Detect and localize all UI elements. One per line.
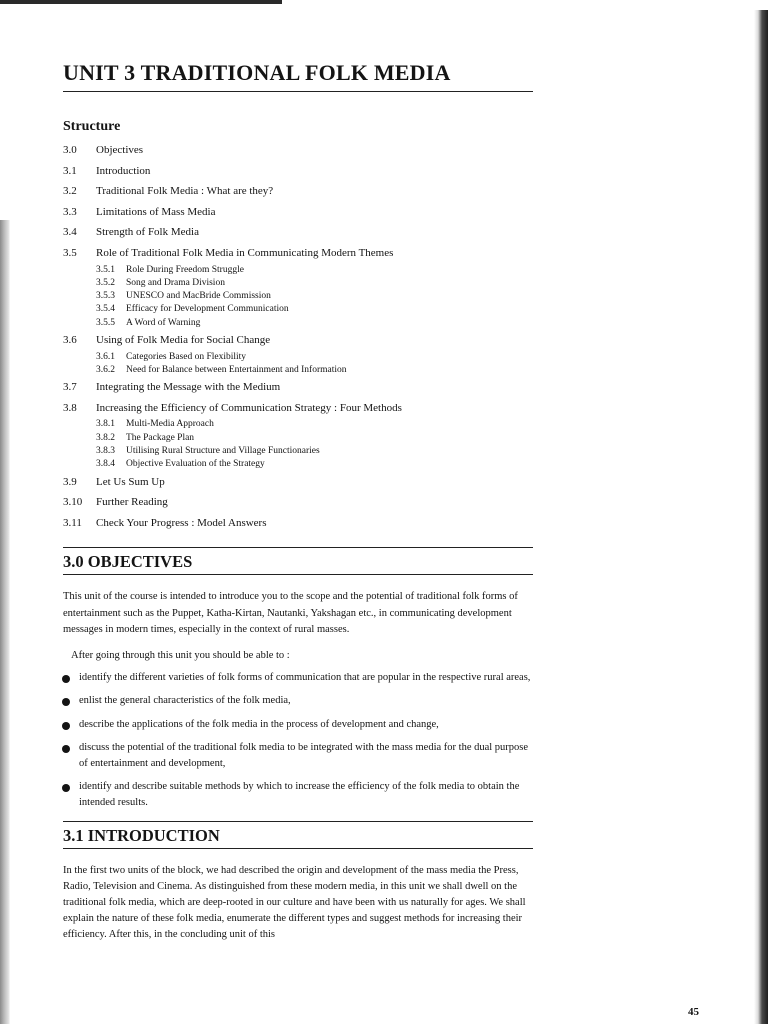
toc-item-label: Objectives: [96, 144, 144, 156]
introduction-text: In the first two units of the block, we had described the origin and development of the mass media the Press, Radio, Television and Cinema. As distinguished from these modern media, in this unit we shall dwell on the traditional folk media, which are deep-rooted in our culture and have been with us naturally for ages. We shall explain the nature of these folk media, enumerate the different types and suggest methods for increasing their efficiency. After this, in the concluding unit of this: [63, 864, 526, 941]
unit-title: UNIT 3 TRADITIONAL FOLK MEDIA: [63, 58, 533, 92]
toc-subitem-label: The Package Plan: [126, 432, 195, 443]
toc-item-label: Limitations of Mass Media: [96, 205, 216, 218]
toc-subitem-number: 3.5.1: [96, 264, 115, 275]
toc-item: [63, 377, 533, 398]
toc-item-number: 3.6: [63, 334, 77, 347]
toc-item-number: 3.4: [63, 226, 77, 239]
toc-subitem: [63, 432, 533, 445]
bullet-dot-icon: [62, 745, 70, 753]
toc-item-label: Introduction: [96, 164, 151, 177]
bullet-dot-icon: [62, 675, 70, 683]
toc-subitem-label: Song and Drama Division: [126, 277, 225, 288]
bullet-dot-icon: [62, 784, 70, 792]
toc-subitem-number: 3.5.4: [96, 304, 115, 315]
toc-item-number: 3.1: [63, 164, 77, 177]
page-number: 45: [688, 1006, 699, 1018]
toc-subitem-number: 3.6.1: [96, 351, 115, 362]
toc-item: [63, 513, 533, 534]
toc-item-number: 3.0: [63, 144, 77, 156]
scan-right-edge: [754, 10, 768, 1024]
objectives-list: [63, 670, 533, 811]
document-page: [63, 58, 533, 944]
objective-bullet-text: enlist the general characteristics of the folk media,: [79, 695, 291, 707]
toc-subitem-label: Categories Based on Flexibility: [126, 351, 247, 362]
toc-subitem: [63, 364, 533, 377]
toc-subitem-label: Utilising Rural Structure and Village Functionaries: [126, 446, 320, 457]
toc-subitem: [63, 303, 533, 316]
toc-subitem-number: 3.8.4: [96, 459, 115, 470]
objectives-heading: 3.0 OBJECTIVES: [63, 547, 533, 575]
toc-subitem: [63, 317, 533, 330]
toc-item-label: Integrating the Message with the Medium: [96, 381, 281, 394]
toc-subitem: [63, 290, 533, 303]
objectives-intro: This unit of the course is intended to introduce you to the scope and the potential of traditional folk forms of entertainment such as the Puppet, Katha-Kirtan, Nautanki, Yakshagan etc., in communicating development messages in modern times, especially in the context of rural masses.: [63, 591, 518, 635]
toc-item: [63, 492, 533, 513]
toc-subitem-label: Role During Freedom Struggle: [126, 264, 244, 275]
bullet-dot-icon: [62, 698, 70, 706]
toc-subitem-label: A Word of Warning: [126, 317, 201, 328]
toc-item-label: Further Reading: [96, 496, 168, 509]
toc-item-label: Let Us Sum Up: [96, 475, 165, 488]
toc-item: [63, 140, 533, 161]
toc-item: [63, 398, 533, 419]
toc-item: [63, 330, 533, 351]
toc-item-number: 3.2: [63, 185, 77, 198]
toc-subitem-label: UNESCO and MacBride Commission: [126, 291, 271, 302]
toc-subitem-number: 3.8.2: [96, 432, 115, 443]
toc-subitem-label: Multi-Media Approach: [126, 419, 214, 430]
toc-subitem: [63, 264, 533, 277]
toc-item-number: 3.10: [63, 496, 83, 509]
objective-bullet: [63, 740, 533, 772]
toc-subitem-label: Efficacy for Development Communication: [126, 304, 289, 315]
toc-subitem: [63, 418, 533, 431]
toc-subitem-number: 3.8.3: [96, 446, 115, 457]
toc-item-number: 3.3: [63, 205, 77, 218]
toc-subitem-number: 3.6.2: [96, 364, 115, 375]
toc-subitem-number: 3.8.1: [96, 419, 115, 430]
objective-bullet: [63, 779, 533, 811]
toc-item: [63, 222, 533, 243]
scan-left-edge: [0, 220, 10, 1024]
toc-item: [63, 472, 533, 493]
toc-item: [63, 243, 533, 264]
toc-subitem-number: 3.5.3: [96, 291, 115, 302]
toc-subitem: [63, 445, 533, 458]
toc-subitem: [63, 351, 533, 364]
toc-item-label: Traditional Folk Media : What are they?: [96, 185, 274, 198]
objective-bullet: [63, 670, 533, 686]
toc-item: [63, 181, 533, 202]
toc-subitem-label: Need for Balance between Entertainment and Information: [126, 364, 347, 375]
bullet-dot-icon: [62, 722, 70, 730]
toc-item: [63, 202, 533, 223]
toc-item-label: Increasing the Efficiency of Communication Strategy : Four Methods: [96, 401, 402, 414]
toc-subitem-label: Objective Evaluation of the Strategy: [126, 459, 265, 470]
toc-item-number: 3.5: [63, 246, 77, 259]
toc-item-number: 3.11: [63, 516, 82, 529]
toc-item-number: 3.9: [63, 475, 77, 488]
toc-item-label: Using of Folk Media for Social Change: [96, 334, 271, 347]
structure-heading: Structure: [63, 119, 121, 134]
toc-item-number: 3.8: [63, 401, 77, 414]
introduction-heading: 3.1 INTRODUCTION: [63, 821, 533, 849]
toc-item-label: Strength of Folk Media: [96, 226, 199, 239]
objectives-lead: After going through this unit you should be able to :: [71, 650, 290, 661]
objective-bullet-text: describe the applications of the folk media in the process of development and change,: [79, 718, 439, 730]
toc-subitem: [63, 277, 533, 290]
toc-subitem-number: 3.5.5: [96, 317, 115, 328]
objective-bullet-text: identify and describe suitable methods by which to increase the efficiency of the folk media to obtain the intended results.: [79, 781, 520, 809]
objective-bullet: [63, 717, 533, 733]
toc-item: [63, 161, 533, 182]
objective-bullet-text: discuss the potential of the traditional folk media to be integrated with the mass media for the dual purpose of entertainment and development,: [79, 741, 529, 770]
objective-bullet: [63, 693, 533, 709]
scan-top-rule: [0, 0, 282, 4]
table-of-contents: [63, 140, 533, 533]
objective-bullet-text: identify the different varieties of folk forms of communication that are popular in the respective rural areas,: [79, 672, 531, 684]
toc-subitem-number: 3.5.2: [96, 277, 115, 288]
toc-item-label: Role of Traditional Folk Media in Communicating Modern Themes: [96, 246, 394, 259]
toc-item-number: 3.7: [63, 381, 77, 394]
toc-item-label: Check Your Progress : Model Answers: [96, 516, 267, 529]
toc-subitem: [63, 458, 533, 471]
